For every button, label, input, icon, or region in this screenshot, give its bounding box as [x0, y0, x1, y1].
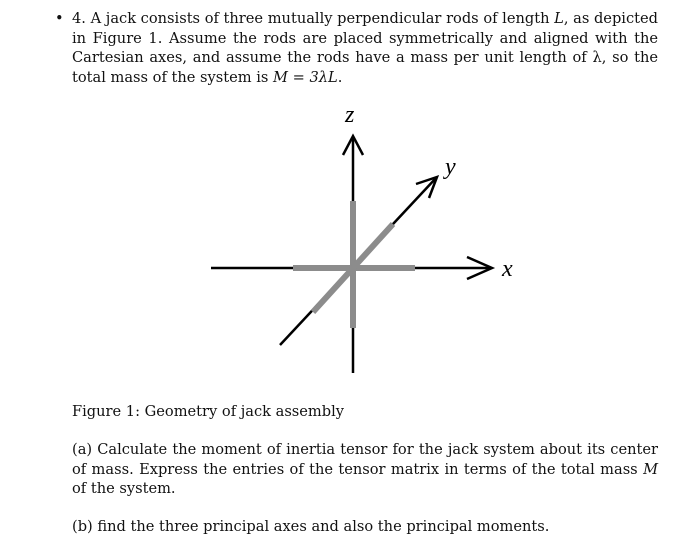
problem-after-length: , as depicted in Figure 1. Assume the rods are placed symmetrically and aligned with the Cartesian axes, and assume the rods have a mass per unit length of	[72, 10, 658, 66]
problem-number: 4.	[72, 10, 86, 27]
part-a-mass-symbol: M	[643, 460, 659, 478]
length-symbol: L	[554, 10, 564, 27]
figure-caption: Figure 1: Geometry of jack assembly	[72, 403, 345, 420]
part-a-end: of the system.	[72, 480, 176, 497]
y-axis-label: y	[445, 154, 456, 180]
part-a-text: (a) Calculate the moment of inertia tensor for the jack system about its center of mass. Express the entries of the tensor matrix in terms of the total mass	[72, 441, 658, 478]
mass-equation: M = 3λL	[273, 68, 338, 86]
problem-end: .	[337, 68, 343, 86]
part-a	[72, 440, 658, 499]
part-b: (b) find the three principal axes and also the principal moments.	[72, 518, 550, 535]
jack-figure	[195, 98, 535, 383]
problem-after-density: , so the total mass of the system is	[72, 49, 659, 86]
z-axis-label: z	[345, 102, 355, 128]
problem-intro: A jack consists of three mutually perpendicular rods of length	[90, 10, 550, 27]
x-axis-label: x	[502, 256, 513, 282]
density-symbol: λ	[592, 49, 602, 66]
list-bullet: •	[55, 10, 64, 27]
problem-statement	[72, 9, 658, 87]
jack-diagram	[195, 98, 535, 383]
